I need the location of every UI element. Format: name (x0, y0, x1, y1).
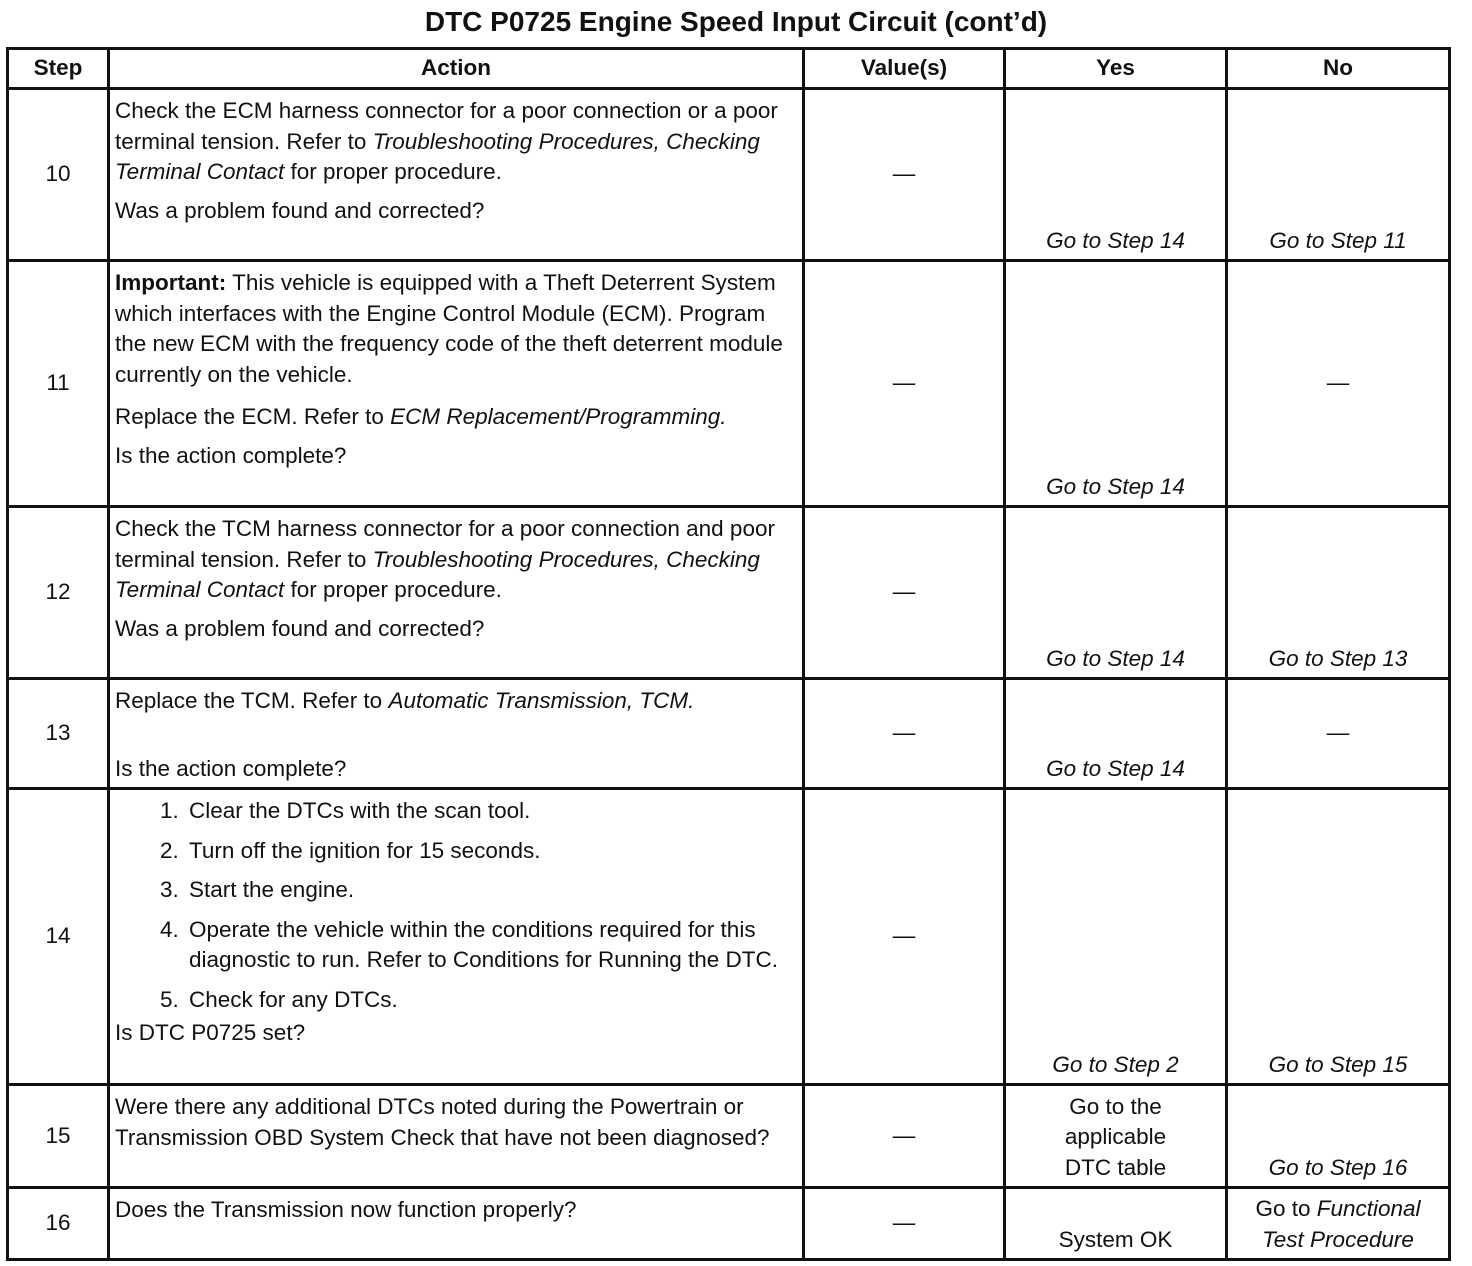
action-cell (109, 1188, 804, 1260)
yes-cell: Go to Step 14 (1005, 507, 1227, 679)
list-item: 2. Turn off the ignition for 15 seconds. (185, 836, 796, 867)
yes-cell: Go to Step 14 (1005, 261, 1227, 507)
table-row (8, 1188, 1450, 1260)
action-cell (109, 261, 804, 507)
value-cell: — (804, 89, 1005, 261)
yes-cell: Go to the applicable DTC table (1005, 1085, 1227, 1188)
value-cell: — (804, 789, 1005, 1085)
table-row (8, 679, 1450, 789)
header-no: No (1227, 49, 1450, 89)
step-number: 11 (8, 261, 109, 507)
procedure-list (115, 796, 796, 1015)
no-cell: Go to Step 11 (1227, 89, 1450, 261)
yes-cell: System OK (1005, 1188, 1227, 1260)
reference-link: Functional Test Procedure (1262, 1196, 1421, 1252)
step-number: 15 (8, 1085, 109, 1188)
action-text: Does the Transmission now function properly? (115, 1197, 577, 1222)
action-text: Replace the TCM. Refer to Automatic Transmission, TCM. (115, 688, 695, 713)
yes-cell: Go to Step 14 (1005, 89, 1227, 261)
header-step: Step (8, 49, 109, 89)
value-cell: — (804, 261, 1005, 507)
action-question: Was a problem found and corrected? (115, 615, 485, 641)
table-row (8, 89, 1450, 261)
action-text: Check the TCM harness connector for a poor connection and poor terminal tension. Refer to Troubleshooting Procedures, Checking Terminal Contact for proper procedure. (115, 516, 775, 602)
action-question: Was a problem found and corrected? (115, 197, 485, 223)
no-cell: Go to Step 16 (1227, 1085, 1450, 1188)
no-cell: — (1227, 261, 1450, 507)
step-number: 16 (8, 1188, 109, 1260)
action-text: Replace the ECM. Refer to ECM Replacement/Programming. (115, 404, 727, 429)
list-item: 1. Clear the DTCs with the scan tool. (185, 796, 796, 827)
header-action: Action (109, 49, 804, 89)
header-yes: Yes (1005, 49, 1227, 89)
yes-cell: Go to Step 14 (1005, 679, 1227, 789)
table-row (8, 261, 1450, 507)
no-cell: Go to Functional Test Procedure (1227, 1188, 1450, 1260)
action-text: Check the ECM harness connector for a poor connection or a poor terminal tension. Refer to Troubleshooting Procedures, Checking Terminal Contact for proper procedure. (115, 98, 778, 184)
action-cell (109, 679, 804, 789)
no-cell: Go to Step 13 (1227, 507, 1450, 679)
header-row (8, 49, 1450, 89)
header-values: Value(s) (804, 49, 1005, 89)
action-cell (109, 1085, 804, 1188)
value-cell: — (804, 1085, 1005, 1188)
page-title: DTC P0725 Engine Speed Input Circuit (cont’d) (424, 6, 1048, 37)
list-item: 3. Start the engine. (185, 875, 796, 906)
no-cell: Go to Step 15 (1227, 789, 1450, 1085)
yes-cell: Go to Step 2 (1005, 789, 1227, 1085)
action-cell (109, 507, 804, 679)
reference-link: Troubleshooting Procedures, Checking Terminal Contact (115, 546, 760, 602)
value-cell: — (804, 507, 1005, 679)
reference-link: Troubleshooting Procedures, Checking Terminal Contact (115, 128, 760, 184)
important-label: Important: (115, 270, 227, 295)
important-note: Important: This vehicle is equipped with a Theft Deterrent System which interfaces with the Engine Control Module (ECM). Program the new ECM with the frequency code of the theft deterrent module currently on the vehicle. (115, 270, 783, 387)
list-item: 4. Operate the vehicle within the conditions required for this diagnostic to run. Refer to Conditions for Running the DTC. (185, 915, 796, 976)
step-number: 13 (8, 679, 109, 789)
action-question: Is the action complete? (115, 755, 347, 781)
step-number: 10 (8, 89, 109, 261)
value-cell: — (804, 679, 1005, 789)
action-cell (109, 89, 804, 261)
value-cell: — (804, 1188, 1005, 1260)
action-text: Were there any additional DTCs noted during the Powertrain or Transmission OBD System Check that have not been diagnosed? (115, 1094, 770, 1150)
step-number: 14 (8, 789, 109, 1085)
dtc-table (6, 47, 1451, 1261)
reference-link: ECM Replacement/Programming. (390, 404, 727, 429)
table-row (8, 507, 1450, 679)
action-cell (109, 789, 804, 1085)
no-cell: — (1227, 679, 1450, 789)
action-question: Is DTC P0725 set? (115, 1020, 306, 1045)
reference-link: Automatic Transmission, TCM. (388, 688, 695, 713)
list-item: 5. Check for any DTCs. (185, 985, 796, 1016)
step-number: 12 (8, 507, 109, 679)
table-row (8, 789, 1450, 1085)
table-row (8, 1085, 1450, 1188)
action-question: Is the action complete? (115, 442, 347, 468)
